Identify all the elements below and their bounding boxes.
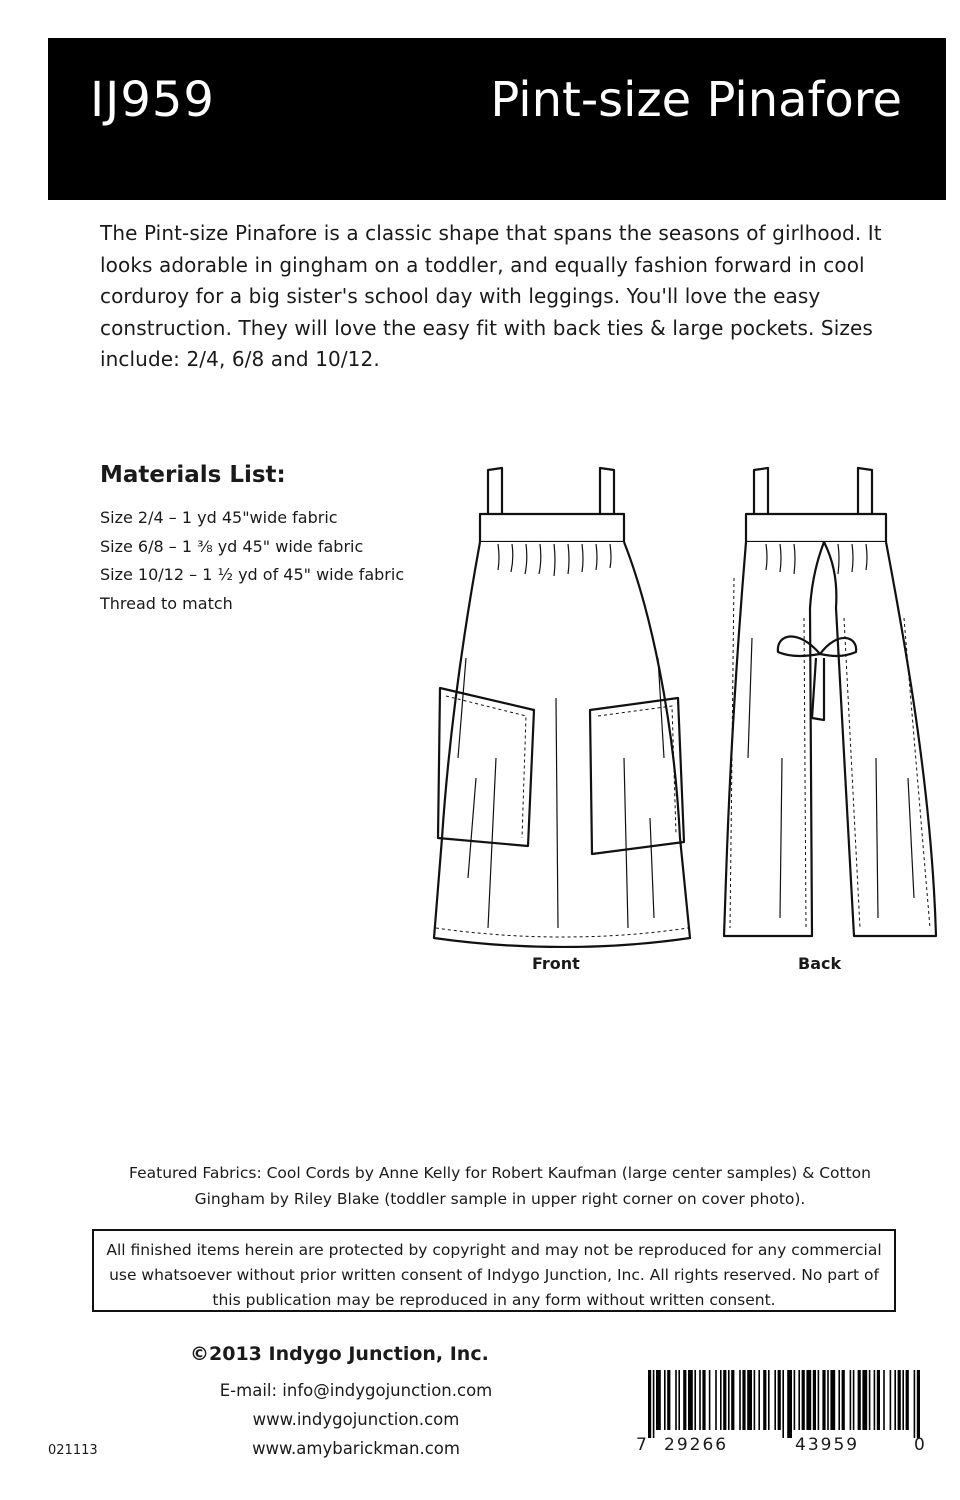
barcode-bar: [648, 1370, 651, 1438]
company-name: ©2013 Indygo Junction, Inc.: [190, 1343, 489, 1365]
barcode-group-2: 43959: [795, 1435, 860, 1455]
barcode-bar: [802, 1370, 805, 1430]
barcode-bar: [794, 1370, 796, 1430]
barcode-bar: [894, 1370, 896, 1430]
barcode-bar: [723, 1370, 726, 1430]
barcode-bar: [914, 1370, 916, 1438]
barcode-bar: [874, 1370, 876, 1430]
barcode-bar: [683, 1370, 686, 1430]
barcode-bar: [774, 1370, 776, 1430]
back-label: Back: [798, 954, 842, 973]
contact-email: E-mail: info@indygojunction.com: [219, 1381, 493, 1400]
contact-website-2: www.amybarickman.com: [252, 1439, 460, 1458]
barcode-bar: [862, 1370, 867, 1430]
barcode-bar: [806, 1370, 811, 1430]
barcode-bar: [667, 1370, 670, 1430]
barcode-bar: [818, 1370, 820, 1430]
materials-heading: Materials List:: [100, 462, 286, 488]
barcode-bar: [747, 1370, 752, 1430]
barcode-bar: [742, 1370, 745, 1430]
front-pinafore-illustration: [428, 458, 698, 948]
barcode: [648, 1370, 920, 1438]
barcode-bar: [890, 1370, 892, 1430]
barcode-bar: [699, 1370, 701, 1430]
barcode-bar: [731, 1370, 734, 1430]
barcode-bar: [822, 1370, 825, 1430]
pattern-title: Pint-size Pinafore: [490, 72, 902, 128]
copyright-notice: All finished items herein are protected by copyright and may not be reproduced for any commercial use whatsoever without prior written consent of Indygo Junction, Inc. All rights reserved. No part of this publication may be reproduced in any form without written consent.: [92, 1229, 896, 1312]
description: The Pint-size Pinafore is a classic shape that spans the seasons of girlhood. It looks adorable in gingham on a toddler, and equally fashion forward in cool corduroy for a big sister's school day with leggings. You'll love the easy construction. They will love the easy fit with back ties & large pockets. Sizes include: 2/4, 6/8 and 10/12.: [100, 221, 882, 371]
barcode-bar: [678, 1370, 680, 1430]
barcode-bar: [758, 1370, 760, 1430]
back-pinafore-illustration: [708, 458, 948, 948]
barcode-bar: [664, 1370, 666, 1430]
barcode-bar: [768, 1370, 770, 1430]
barcode-bar: [715, 1370, 717, 1430]
materials-item: Size 10/12 – 1 ½ yd of 45" wide fabric: [100, 565, 405, 584]
barcode-bar: [653, 1370, 655, 1438]
barcode-bar: [688, 1370, 693, 1430]
barcode-bar: [869, 1370, 871, 1430]
barcode-bar: [694, 1370, 696, 1430]
barcode-bar: [906, 1370, 909, 1430]
barcode-lead-digit: 7: [636, 1435, 649, 1455]
header-banner: [48, 38, 946, 200]
materials-item: Thread to match: [100, 593, 233, 613]
barcode-bar: [883, 1370, 885, 1430]
barcode-bar: [830, 1370, 835, 1430]
barcode-bar: [782, 1370, 784, 1438]
barcode-bar: [842, 1370, 845, 1430]
barcode-bar: [720, 1370, 722, 1430]
print-code: 021113: [48, 1443, 98, 1458]
barcode-bar: [813, 1370, 816, 1430]
barcode-group-1: 29266: [664, 1435, 729, 1455]
barcode-bar: [656, 1370, 661, 1430]
barcode-bar: [917, 1370, 920, 1438]
contact-block: [206, 1376, 506, 1463]
barcode-bar: [787, 1370, 792, 1438]
barcode-bar: [827, 1370, 829, 1430]
barcode-bar: [754, 1370, 756, 1430]
materials-item: Size 2/4 – 1 yd 45"wide fabric: [100, 508, 338, 527]
barcode-bar: [739, 1370, 741, 1430]
barcode-check-digit: 0: [914, 1435, 927, 1455]
barcode-bar: [763, 1370, 766, 1430]
barcode-bar: [838, 1370, 840, 1430]
pattern-code: IJ959: [90, 72, 215, 128]
barcode-bar: [902, 1370, 904, 1430]
contact-website-1: www.indygojunction.com: [252, 1410, 460, 1429]
barcode-bar: [728, 1370, 730, 1430]
materials-item: Size 6/8 – 1 ⅜ yd 45" wide fabric: [100, 536, 364, 556]
barcode-bar: [877, 1370, 880, 1430]
barcode-bar: [898, 1370, 901, 1430]
barcode-bar: [709, 1370, 711, 1430]
barcode-bar: [675, 1370, 677, 1430]
barcode-bar: [702, 1370, 705, 1430]
barcode-bar: [850, 1370, 852, 1430]
materials-list: [100, 506, 440, 620]
barcode-bar: [858, 1370, 861, 1430]
front-label: Front: [532, 954, 580, 973]
barcode-bar: [778, 1370, 781, 1430]
barcode-bar: [853, 1370, 855, 1430]
barcode-bar: [798, 1370, 800, 1430]
featured-fabrics: Featured Fabrics: Cool Cords by Anne Kelly for Robert Kaufman (large center samples) & Cotton Gingham by Riley Blake (toddler sample in upper right corner on cover photo).: [129, 1164, 871, 1208]
